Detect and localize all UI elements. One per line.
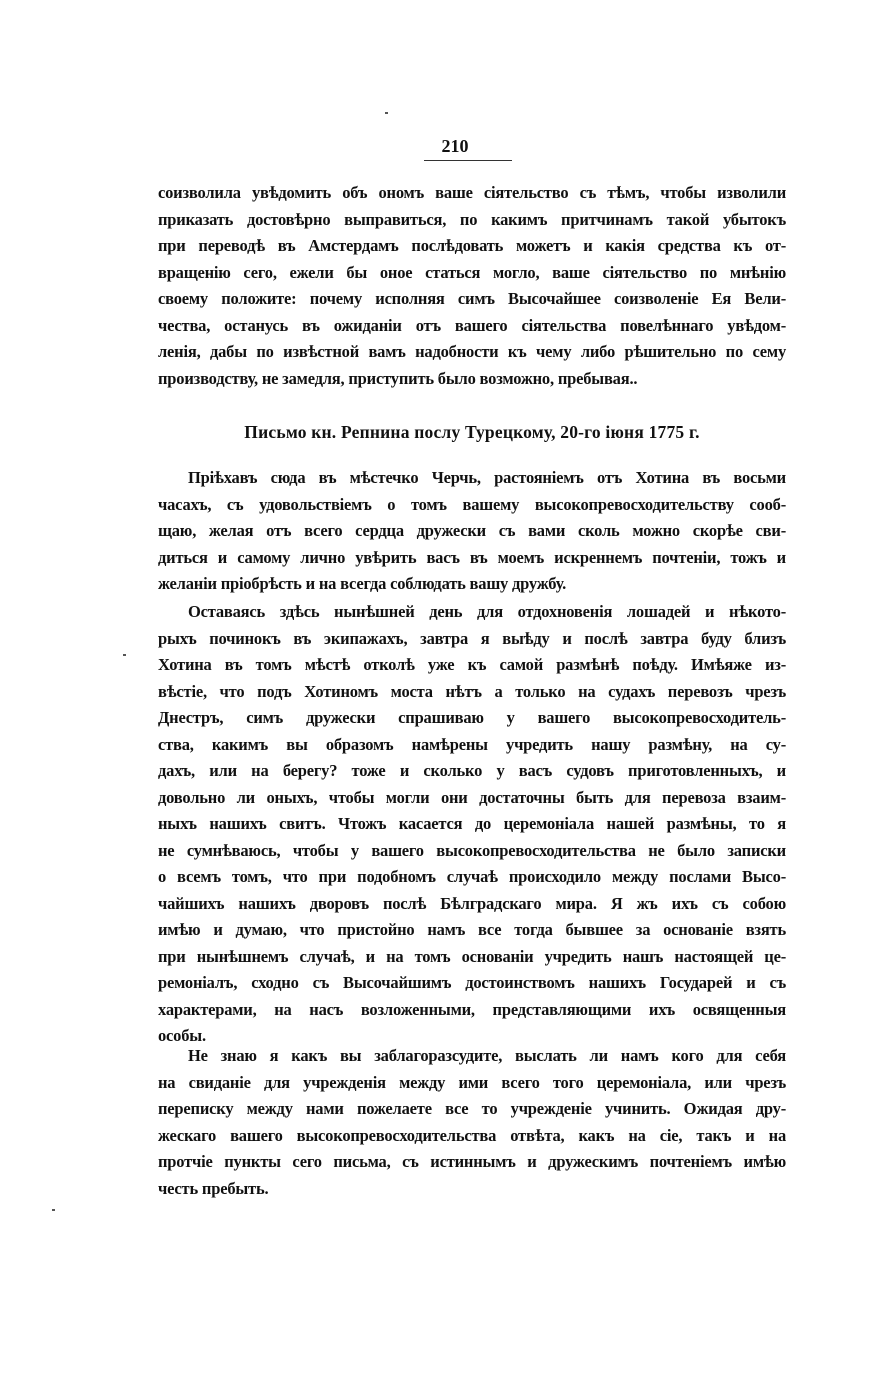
- text-line: жескаго вашего высокопревосходительства отвѣта, какъ на сіе, такъ и на: [158, 1125, 786, 1145]
- text-line: часахъ, съ удовольствіемъ о томъ вашему высокопревосходительству сооб-: [158, 494, 786, 514]
- text-line: Не знаю я какъ вы заблагоразсудите, выслать ли намъ кого для себя: [188, 1046, 786, 1065]
- text-line: не сумнѣваюсь, чтобы у вашего высокопревосходительства не было записки: [158, 840, 786, 860]
- text-line: дахъ, или на берегу? тоже и сколько у васъ судовъ приготовленныхъ, и: [158, 761, 786, 780]
- text-line: при переводѣ въ Амстердамъ послѣдовать можетъ и какія средства къ от-: [158, 236, 786, 255]
- text-line: ленія, дабы по извѣстной вамъ надобности къ чему либо рѣшительно по сему: [158, 342, 786, 361]
- text-line: Оставаясь здѣсь нынѣшней день для отдохновенія лошадей и нѣкото-: [188, 602, 786, 621]
- text-line: имѣю и думаю, что пристойно намъ все тогда бывшее за основаніе взять: [158, 920, 786, 939]
- text-line: своему положите: почему исполняя симъ Высочайшее соизволеніе Ея Вели-: [158, 289, 786, 308]
- text-line: Хотина въ томъ мѣстѣ отколѣ уже къ самой размѣнѣ поѣду. Имѣяже из-: [158, 655, 786, 674]
- text-line: Днестръ, симъ дружески спрашиваю у вашего высокопревосходитель-: [158, 708, 786, 727]
- text-line: довольно ли оныхъ, чтобы могли они достаточны быть для перевоза взаим-: [158, 787, 786, 807]
- text-line: ремоніалъ, сходно съ Высочайшимъ достоинствомъ нашихъ Государей и съ: [158, 973, 786, 992]
- paragraph-2: [158, 599, 786, 1050]
- text-line: на свиданіе для учрежденія между ими всего того церемоніала, или чрезъ: [158, 1072, 786, 1092]
- text-line: соизволила увѣдомить объ ономъ ваше сіятельство съ тѣмъ, чтобы изволили: [158, 183, 786, 202]
- text-line: о всемъ томъ, что при подобномъ случаѣ происходило между послами Высо-: [158, 867, 786, 886]
- text-line: желаніи пріобрѣсть и на всегда соблюдать вашу дружбу.: [158, 574, 567, 593]
- letter-heading: Письмо кн. Репнина послу Турецкому, 20-го іюня 1775 г.: [244, 422, 700, 442]
- text-line: при нынѣшнемъ случаѣ, и на томъ основаніи учредить нашъ настоящей це-: [158, 946, 786, 966]
- text-line: характерами, на насъ возложенными, представляющими ихъ освященныя: [158, 999, 786, 1019]
- text-line: щаю, желая отъ всего сердца дружески съ вами сколь можно скорѣе сви-: [158, 521, 786, 540]
- text-line: ства, какимъ вы образомъ намѣрены учредить нашу размѣну, на су-: [158, 734, 786, 754]
- scan-speck: [385, 112, 388, 114]
- page-number-rule: [424, 160, 512, 161]
- text-line: честь пребыть.: [158, 1178, 269, 1198]
- text-line: производству, не замедля, приступить было возможно, пребывая..: [158, 368, 638, 388]
- page-number: [0, 136, 882, 157]
- scan-speck: [123, 654, 126, 656]
- paragraph-1: [158, 465, 786, 598]
- page-number-text: 210: [441, 136, 469, 156]
- paragraph-3: [158, 1043, 786, 1202]
- text-line: чайшихъ нашихъ дворовъ послѣ Бѣлградскаго мира. Я жъ ихъ съ собою: [158, 893, 786, 913]
- text-line: диться и самому лично увѣрить васъ въ моемъ искреннемъ почтеніи, тожъ и: [158, 547, 786, 567]
- text-line: Пріѣхавъ сюда въ мѣстечко Черчь, растояніемъ отъ Хотина въ восьми: [188, 468, 786, 487]
- scan-speck: [52, 1209, 55, 1211]
- text-line: чества, останусь въ ожиданіи отъ вашего сіятельства повелѣннаго увѣдом-: [158, 315, 786, 335]
- text-line: переписку между нами пожелаете все то учрежденіе учинить. Ожидая дру-: [158, 1099, 786, 1118]
- text-line: вращенію сего, ежели бы оное статься могло, ваше сіятельство по мнѣнію: [158, 262, 786, 282]
- text-line: особы.: [158, 1026, 206, 1045]
- text-line: приказать достовѣрно выправиться, по какимъ притчинамъ такой убытокъ: [158, 209, 786, 229]
- text-line: протчіе пункты сего письма, съ истиннымъ и дружескимъ почтеніемъ имѣю: [158, 1152, 786, 1171]
- text-line: рыхъ починокъ въ экипажахъ, завтра я выѣду и послѣ завтра буду близъ: [158, 628, 786, 648]
- text-line: вѣстіе, что подъ Хотиномъ моста нѣтъ а только на судахъ перевозъ чрезъ: [158, 681, 786, 701]
- paragraph-continuation: [158, 180, 786, 392]
- text-line: ныхъ нашихъ свитъ. Чтожъ касается до церемоніала нашей размѣны, то я: [158, 814, 786, 833]
